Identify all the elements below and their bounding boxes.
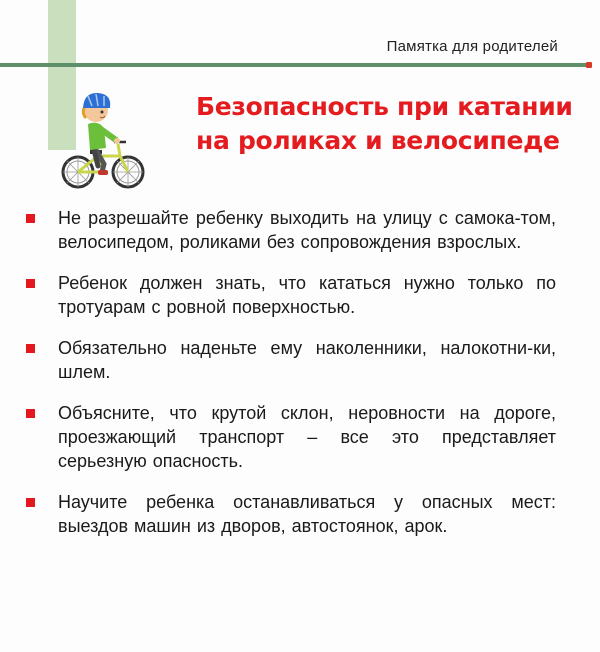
list-item [26, 206, 556, 254]
title-line-1: Безопасность при катании [196, 92, 573, 121]
header-rule [0, 63, 586, 67]
bullet-square-icon [26, 279, 35, 288]
bullet-square-icon [26, 498, 35, 507]
list-item [26, 401, 556, 473]
list-item-text: Научите ребенка останавливаться у опасных мест: выездов машин из дворов, автостоянок, арок. [58, 492, 556, 536]
list-item-text: Обязательно наденьте ему наколенники, налокотни-ки, шлем. [58, 338, 556, 382]
page-title [196, 90, 576, 158]
list-item [26, 271, 556, 319]
child-on-bicycle-icon [58, 84, 148, 194]
list-item-text: Ребенок должен знать, что кататься нужно только по тротуарам с ровной поверхностью. [58, 273, 556, 317]
list-item-text: Объясните, что крутой склон, неровности на дороге, проезжающий транспорт – все это представляет серьезную опасность. [58, 403, 556, 471]
bullet-square-icon [26, 344, 35, 353]
title-line-2: на роликах и велосипеде [196, 126, 560, 155]
header-label: Памятка для родителей [386, 38, 558, 55]
bullet-square-icon [26, 409, 35, 418]
header-rule-dot [586, 62, 592, 68]
safety-tips-list [26, 206, 556, 555]
list-item-text: Не разрешайте ребенку выходить на улицу с самока-том, велосипедом, роликами без сопровождения взрослых. [58, 208, 556, 252]
list-item [26, 336, 556, 384]
list-item [26, 490, 556, 538]
bullet-square-icon [26, 214, 35, 223]
